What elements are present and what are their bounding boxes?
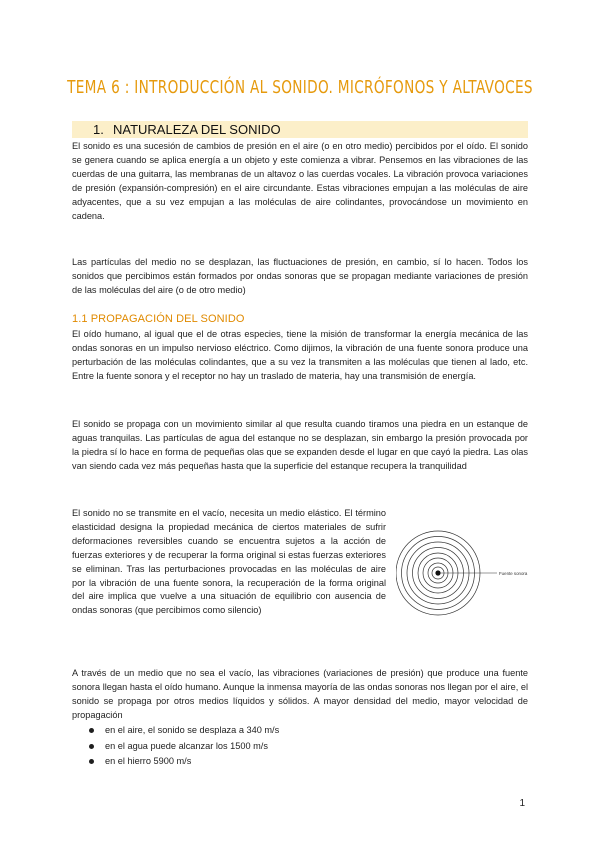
sound-wave-figure [396, 517, 528, 629]
section-1-1-paragraph-3: El sonido no se transmite en el vacío, necesita un medio elástico. El término elasticidad designa la propiedad mecánica de ciertos materiales de sufrir deformaciones reversibles cuando se encuentra sujetos a la acción de fuerzas exteriores y de recuperar la forma original si estas fuerzas exteriores se eliminan. Tras las perturbaciones provocadas en las moléculas de aire por la vibración de una fuente sonora, la recuperación de la forma original del aire implica que vuelve a una situación de equilibrio con ausencia de ondas sonoras (que percibimos como silencio) [72, 508, 386, 616]
list-item: en el aire, el sonido se desplaza a 340 m/s [72, 723, 472, 739]
section-1-heading [72, 121, 528, 138]
section-1-title: NATURALEZA DEL SONIDO [113, 122, 281, 137]
list-item: en el agua puede alcanzar los 1500 m/s [72, 739, 472, 755]
section-1-1-heading: 1.1 PROPAGACIÓN DEL SONIDO [72, 313, 245, 325]
section-1-paragraph-2: Las partículas del medio no se desplazan, las fluctuaciones de presión, en cambio, sí lo hacen. Todos los sonidos que percibimos están formados por ondas sonoras que se propagan mediante variaciones de presión de las moléculas del aire (o de otro medio) [72, 257, 528, 295]
sound-source-dot [435, 570, 440, 575]
figure-label: Fuente sonora [499, 570, 528, 576]
section-1-1-paragraph-4: A través de un medio que no sea el vacío, las vibraciones (variaciones de presión) que produce una fuente sonora llegan hasta el oído humano. Aunque la inmensa mayoría de las ondas sonoras nos llegan por el aire, el sonido se propaga por otros medios líquidos y sólidos. A mayor densidad del medio, mayor velocidad de propagación [72, 668, 528, 720]
list-item: en el hierro 5900 m/s [72, 754, 472, 770]
section-1-number: 1. [93, 122, 104, 137]
section-1-paragraph-1: El sonido es una sucesión de cambios de presión en el aire (o en otro medio) percibidos por el oído. El sonido se genera cuando se aplica energía a un objeto y este comienza a vibrar. Pensemos en las vibraciones de las cuerdas de una guitarra, las membranas de un altavoz o las cuerdas vocales. La vibración provoca variaciones de presión (expansión-compresión) en el aire circundante. Estas vibraciones empujan a las moléculas de aire adyacentes, que a su vez empujan a las moléculas de aire colindantes, provocándose un movimiento en cadena. [72, 141, 528, 221]
propagation-speed-list [72, 723, 472, 770]
section-1-1-paragraph-2: El sonido se propaga con un movimiento similar al que resulta cuando tiramos una piedra en un estanque de aguas tranquilas. Las partículas de agua del estanque no se desplazan, sin embargo la presión provocada por la piedra sí lo hace en forma de pequeñas olas que se expanden desde el lugar en que cayó la piedra. Las olas van siendo cada vez más pequeñas hasta que la superficie del estanque recupera la tranquilidad [72, 419, 528, 471]
page-number: 1 [519, 798, 525, 809]
page-title: TEMA 6 : INTRODUCCIÓN AL SONIDO. MICRÓFONOS Y ALTAVOCES [67, 78, 533, 98]
section-1-1-paragraph-1: El oído humano, al igual que el de otras especies, tiene la misión de transformar la energía mecánica de las ondas sonoras en un impulso nervioso eléctrico. Como dijimos, la vibración de una fuente sonora produce una perturbación de las moléculas colindantes, que a su vez la transmiten a las moléculas que tienen al lado, etc. Entre la fuente sonora y el receptor no hay un traslado de materia, hay una transmisión de energía. [72, 329, 528, 381]
